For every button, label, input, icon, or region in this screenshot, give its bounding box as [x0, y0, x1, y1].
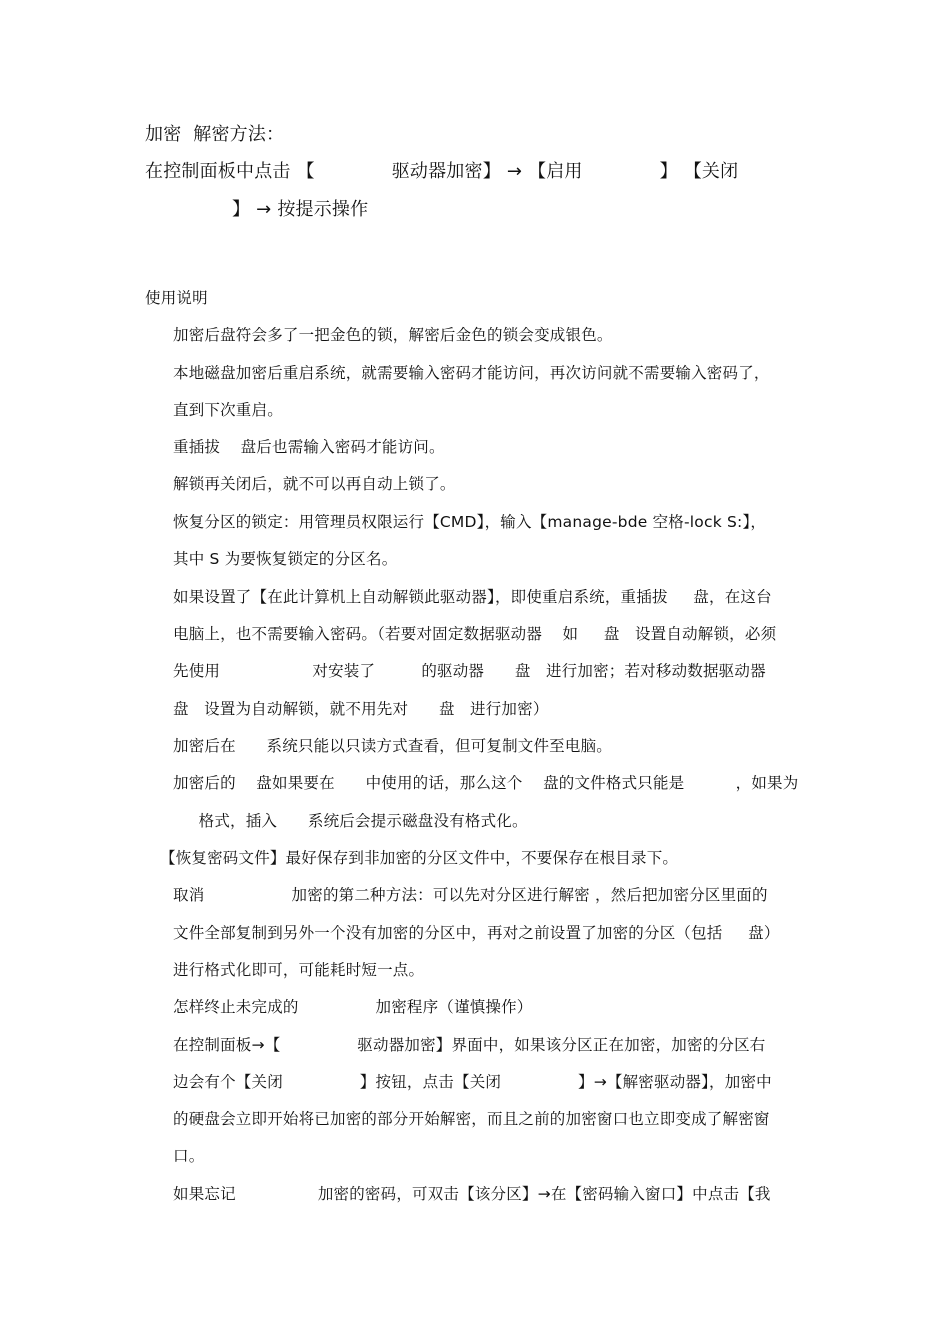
usage-line: 格式，插入 系统后会提示磁盘没有格式化。	[173, 812, 528, 830]
usage-line: 边会有个【关闭 】按钮，点击【关闭 】→【解密驱动器】，加密中	[173, 1073, 772, 1091]
method-title: 加密 解密方法：	[145, 124, 285, 145]
usage-line: 加密后盘符会多了一把金色的锁，解密后金色的锁会变成银色。	[173, 326, 613, 344]
usage-line: 直到下次重启。	[173, 401, 283, 419]
usage-line: 解锁再关闭后，就不可以再自动上锁了。	[173, 475, 456, 493]
usage-line: 如果忘记 加密的密码，可双击【该分区】→在【密码输入窗口】中点击【我	[173, 1185, 771, 1203]
usage-line: 加密后的 盘如果要在 中使用的话，那么这个 盘的文件格式只能是 ，如果为	[173, 774, 799, 792]
usage-line: 加密后在 系统只能以只读方式查看，但可复制文件至电脑。	[173, 737, 612, 755]
usage-line: 如果设置了【在此计算机上自动解锁此驱动器】，即使重启系统，重插拔 盘，在这台	[173, 588, 772, 606]
usage-line: 进行格式化即可，可能耗时短一点。	[173, 961, 425, 979]
usage-line: 怎样终止未完成的 加密程序（谨慎操作）	[173, 998, 533, 1016]
usage-line: 盘 设置为自动解锁，就不用先对 盘 进行加密）	[173, 700, 549, 718]
usage-line: 在控制面板→【 驱动器加密】界面中，如果该分区正在加密，加密的分区右	[173, 1036, 766, 1054]
method-step-line-2: 】 → 按提示操作	[232, 199, 369, 220]
usage-line: 恢复分区的锁定：用管理员权限运行【CMD】，输入【manage-bde 空格-lock S:】，	[173, 513, 767, 531]
usage-line: 先使用 对安装了 的驱动器 盘 进行加密；若对移动数据驱动器	[173, 662, 766, 680]
usage-line: 文件全部复制到另外一个没有加密的分区中，再对之前设置了加密的分区（包括 盘）	[173, 924, 780, 942]
usage-line: 电脑上，也不需要输入密码。（若要对固定数据驱动器 如 盘 设置自动解锁，必须	[173, 625, 777, 643]
usage-line: 取消 加密的第二种方法：可以先对分区进行解密 ，然后把加密分区里面的	[173, 886, 768, 904]
usage-title: 使用说明	[145, 289, 208, 307]
usage-line: 重插拔 盘后也需输入密码才能访问。	[173, 438, 445, 456]
usage-line: 其中 S 为要恢复锁定的分区名。	[173, 550, 398, 568]
usage-line: 本地磁盘加密后重启系统，就需要输入密码才能访问，再次访问就不需要输入密码了，	[173, 364, 770, 382]
usage-line: 【恢复密码文件】最好保存到非加密的分区文件中，不要保存在根目录下。	[160, 849, 679, 867]
usage-line: 的硬盘会立即开始将已加密的部分开始解密，而且之前的加密窗口也立即变成了解密窗	[173, 1110, 770, 1128]
usage-line: 口。	[173, 1147, 205, 1165]
method-step-line-1: 在控制面板中点击 【 驱动器加密】 → 【启用 】 【关闭	[145, 161, 739, 182]
